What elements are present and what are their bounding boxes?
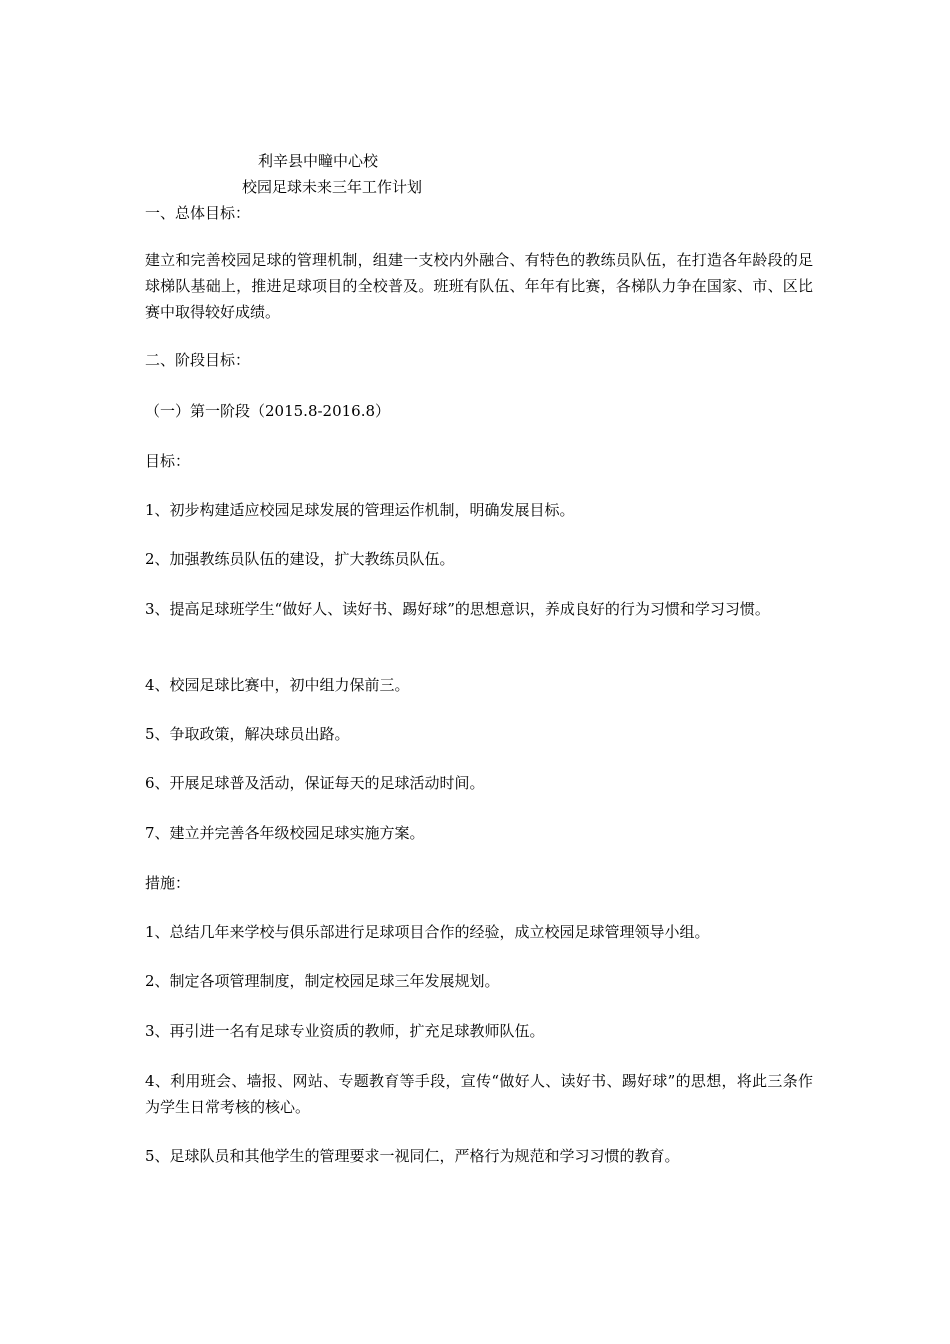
goal-item: 1、初步构建适应校园足球发展的管理运作机制，明确发展目标。 xyxy=(145,501,575,519)
goal-item: 6、开展足球普及活动，保证每天的足球活动时间。 xyxy=(145,774,485,792)
measure-item: 5、足球队员和其他学生的管理要求一视同仁，严格行为规范和学习习惯的教育。 xyxy=(145,1147,680,1165)
section2-heading: 二、阶段目标： xyxy=(145,351,251,369)
measures-label: 措施： xyxy=(145,874,191,892)
goal-item: 2、加强教练员队伍的建设，扩大教练员队伍。 xyxy=(145,550,455,568)
stage1-heading: （一）第一阶段（2015.8-2016.8） xyxy=(145,402,391,420)
section1-heading: 一、总体目标： xyxy=(145,204,251,222)
measure-item: 3、再引进一名有足球专业资质的教师，扩充足球教师队伍。 xyxy=(145,1022,545,1040)
measure-item: 2、制定各项管理制度，制定校园足球三年发展规划。 xyxy=(145,972,500,990)
measure-item: 1、总结几年来学校与俱乐部进行足球项目合作的经验，成立校园足球管理领导小组。 xyxy=(145,923,710,941)
goal-item: 4、校园足球比赛中，初中组力保前三。 xyxy=(145,676,410,694)
goal-item: 5、争取政策，解决球员出路。 xyxy=(145,725,350,743)
goals-label: 目标： xyxy=(145,452,191,470)
goal-item: 7、建立并完善各年级校园足球实施方案。 xyxy=(145,824,425,842)
goal-item: 3、提高足球班学生“做好人、读好书、踢好球”的思想意识，养成良好的行为习惯和学习习惯。 xyxy=(145,600,770,618)
section1-body: 建立和完善校园足球的管理机制，组建一支校内外融合、有特色的教练员队伍，在打造各年龄段的足球梯队基础上，推进足球项目的全校普及。班班有队伍、年年有比赛，各梯队力争在国家、市、区比赛中取得较好成绩。 xyxy=(145,251,813,321)
school-name: 利辛县中疃中心校 xyxy=(258,152,379,170)
document-title: 校园足球未来三年工作计划 xyxy=(242,178,423,196)
measure-item: 4、利用班会、墙报、网站、专题教育等手段，宣传“做好人、读好书、踢好球”的思想，将此三条作为学生日常考核的核心。 xyxy=(145,1072,813,1116)
